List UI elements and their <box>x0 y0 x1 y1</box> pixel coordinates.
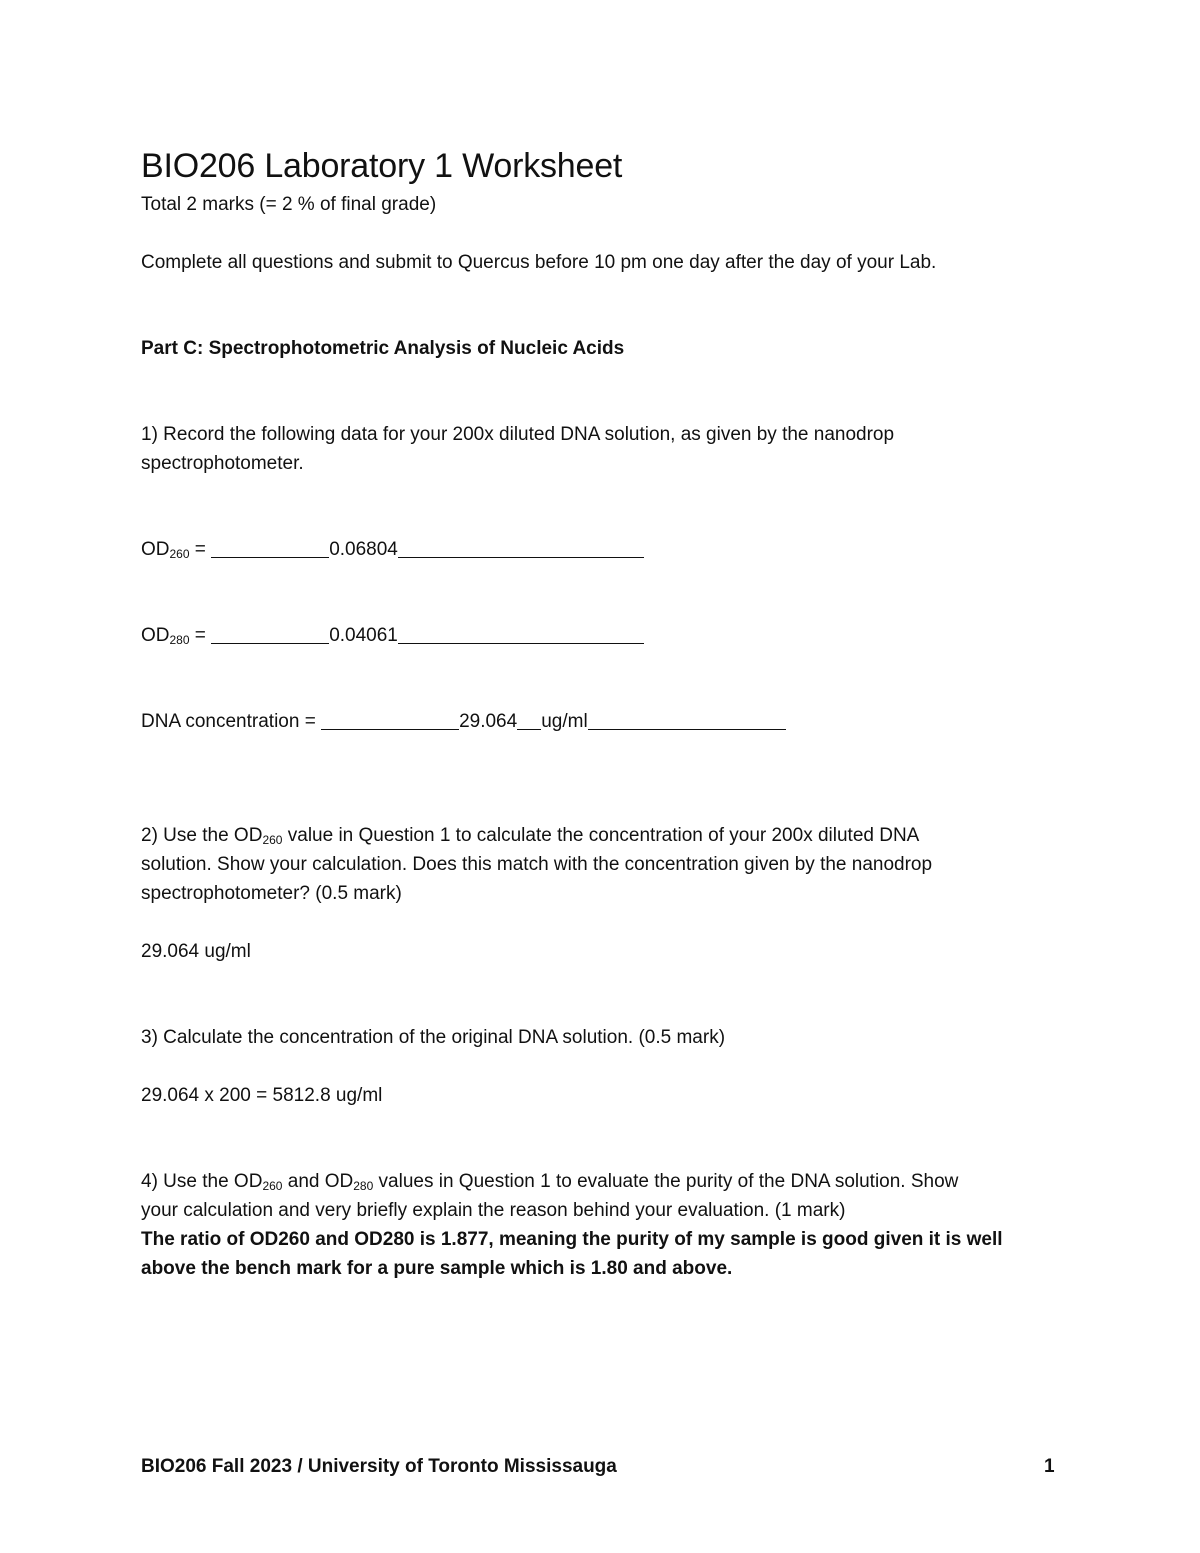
q4-answer-line2[interactable]: above the bench mark for a pure sample which is 1.80 and above. <box>141 1258 733 1279</box>
od260-blank-right[interactable] <box>398 535 644 558</box>
od260-subscript: 260 <box>169 547 190 561</box>
q2-text-line1 <box>141 821 919 850</box>
od260-blank-left[interactable] <box>211 535 329 558</box>
q3-text: 3) Calculate the concentration of the original DNA solution. (0.5 mark) <box>141 1027 726 1048</box>
q2-line1-start: 2) Use the OD <box>141 825 263 846</box>
conc-blank-right[interactable] <box>588 707 786 730</box>
instructions: Complete all questions and submit to Quercus before 10 pm one day after the day of your Lab. <box>141 252 937 273</box>
od260-label: OD <box>141 539 170 560</box>
q4-line1-end: values in Question 1 to evaluate the purity of the DNA solution. Show <box>373 1171 959 1192</box>
conc-value: 29.064 <box>459 711 518 732</box>
od280-equals: = <box>189 625 212 646</box>
od280-blank-left[interactable] <box>211 621 329 644</box>
conc-blank-mid[interactable] <box>517 707 541 730</box>
q2-line1-end: value in Question 1 to calculate the concentration of your 200x diluted DNA <box>282 825 920 846</box>
q4-od260-subscript: 260 <box>262 1179 283 1193</box>
q3-answer[interactable]: 29.064 x 200 = 5812.8 ug/ml <box>141 1085 383 1106</box>
q4-line1-mid: and OD <box>282 1171 354 1192</box>
conc-blank-left[interactable] <box>321 707 459 730</box>
footer-text: BIO206 Fall 2023 / University of Toronto Mississauga <box>141 1456 617 1477</box>
od260-row <box>141 535 644 564</box>
od260-equals: = <box>189 539 212 560</box>
q2-od260-subscript: 260 <box>262 833 283 847</box>
od280-subscript: 280 <box>169 633 190 647</box>
q4-answer-line1[interactable]: The ratio of OD260 and OD280 is 1.877, meaning the purity of my sample is good given it is well <box>141 1229 1003 1250</box>
q4-od280-subscript: 280 <box>353 1179 374 1193</box>
od260-value: 0.06804 <box>329 539 398 560</box>
page-title: BIO206 Laboratory 1 Worksheet <box>141 147 623 185</box>
od280-blank-right[interactable] <box>398 621 644 644</box>
page-number: 1 <box>1044 1456 1055 1477</box>
dna-concentration-label: DNA concentration = <box>141 711 322 732</box>
conc-unit: ug/ml <box>541 711 588 732</box>
q2-text-line3: spectrophotometer? (0.5 mark) <box>141 883 402 904</box>
q1-text-line1: 1) Record the following data for your 200x diluted DNA solution, as given by the nanodrop <box>141 424 895 445</box>
od280-value: 0.04061 <box>329 625 398 646</box>
q4-line1-start: 4) Use the OD <box>141 1171 263 1192</box>
dna-concentration-row <box>141 707 786 736</box>
q4-text-line1 <box>141 1167 958 1196</box>
od280-label: OD <box>141 625 170 646</box>
q2-answer[interactable]: 29.064 ug/ml <box>141 941 251 962</box>
total-marks: Total 2 marks (= 2 % of final grade) <box>141 194 437 215</box>
part-c-heading: Part C: Spectrophotometric Analysis of Nucleic Acids <box>141 338 625 359</box>
od280-row <box>141 621 644 650</box>
q1-text-line2: spectrophotometer. <box>141 453 304 474</box>
q2-text-line2: solution. Show your calculation. Does this match with the concentration given by the nanodrop <box>141 854 933 875</box>
q4-text-line2: your calculation and very briefly explain the reason behind your evaluation. (1 mark) <box>141 1200 846 1221</box>
